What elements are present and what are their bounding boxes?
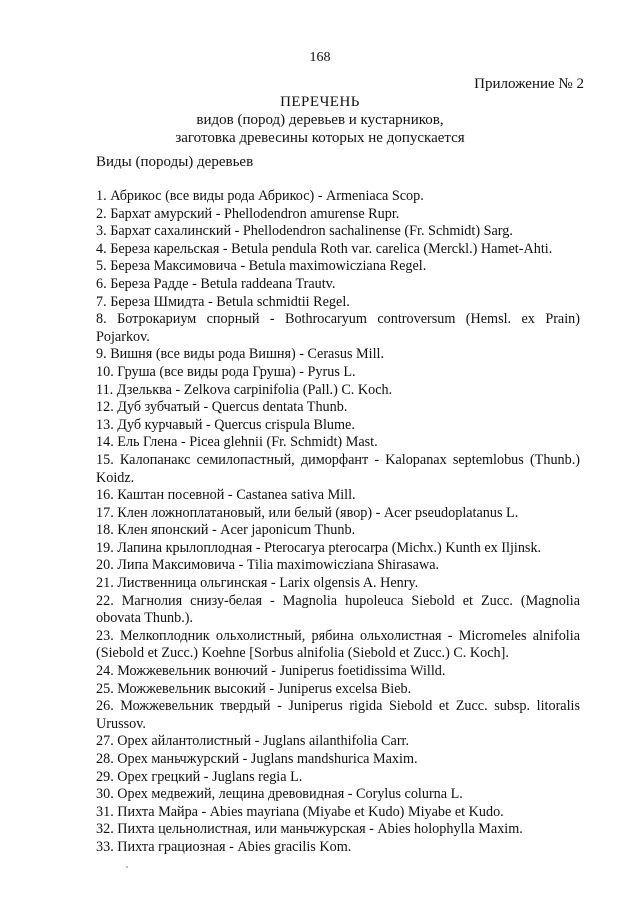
species-item: 30. Орех медвежий, лещина древовидная - Corylus colurna L. — [96, 786, 463, 803]
species-item: 33. Пихта грациозная - Abies gracilis Kom. — [96, 838, 352, 855]
page-number: 168 — [309, 50, 331, 65]
document-subtitle-line-1: видов (пород) деревьев и кустарников, — [196, 112, 444, 128]
species-item: 19. Лапина крылоплодная - Pterocarya pterocarpa (Michx.) Kunth ex Iljinsk. — [96, 539, 542, 556]
species-item: 3. Бархат сахалинский - Phellodendron sachalinense (Fr. Schmidt) Sarg. — [96, 223, 513, 240]
species-item: 27. Орех айлантолистный - Juglans ailanthifolia Carr. — [96, 733, 410, 750]
appendix-label: Приложение № 2 — [474, 76, 584, 92]
species-item: 28. Орех маньчжурский - Juglans mandshurica Maxim. — [96, 751, 418, 767]
species-item: 1. Абрикос (все виды рода Абрикос) - Armeniaca Scop. — [96, 188, 424, 204]
species-item: 20. Липа Максимовича - Tilia maximowicziana Shirasawa. — [96, 557, 440, 574]
species-item: 25. Можжевельник высокий - Juniperus excelsa Bieb. — [96, 680, 412, 697]
document-title: ПЕРЕЧЕНЬ — [280, 94, 360, 110]
species-item: 21. Лиственница ольгинская - Larix olgensis A. Henry. — [96, 575, 419, 592]
species-item: 15. Калопанакс семилопастный, диморфант - Kalopanax septemlobus (Thunb.) Koidz. — [96, 451, 580, 486]
species-item: 26. Можжевельник твердый - Juniperus rigida Siebold et Zucc. subsp. litoralis Urussov. — [96, 698, 580, 732]
species-item: 2. Бархат амурский - Phellodendron amurense Rupr. — [96, 205, 400, 222]
species-item: 17. Клен ложноплатановый, или белый (явор) - Acer pseudoplatanus L. — [96, 504, 519, 521]
species-item: 24. Можжевельник вонючий - Juniperus foetidissima Willd. — [96, 663, 446, 680]
species-item: 7. Береза Шмидта - Betula schmidtii Regel. — [96, 293, 350, 310]
species-item: 5. Береза Максимовича - Betula maximowicziana Regel. — [96, 258, 427, 275]
species-item: 23. Мелкоплодник ольхолистный, рябина ольхолистная - Micromeles alnifolia (Siebold et Zucc.) Koehne [Sorbus alnifolia (Siebold et Zucc.) C. Koch]. — [96, 627, 580, 662]
species-item: 29. Орех грецкий - Juglans regia L. — [96, 768, 303, 785]
scan-speck — [126, 866, 128, 868]
species-item: 11. Дзельква - Zelkova carpinifolia (Pall.) C. Koch. — [96, 381, 393, 398]
species-item: 22. Магнолия снизу-белая - Magnolia hupoleuca Siebold et Zucc. (Magnolia obovata Thunb.). — [96, 592, 580, 627]
species-item: 31. Пихта Майра - Abies mayriana (Miyabe et Kudo) Miyabe et Kudo. — [96, 803, 504, 820]
species-item: 4. Береза карельская - Betula pendula Roth var. carelica (Merckl.) Hamet-Ahti. — [96, 240, 553, 257]
section-heading: Виды (породы) деревьев — [96, 154, 254, 170]
species-item: 10. Груша (все виды рода Груша) - Pyrus L. — [96, 363, 356, 380]
species-item: 13. Дуб курчавый - Quercus crispula Blume. — [96, 416, 355, 433]
species-item: 32. Пихта цельнолистная, или маньчжурская - Abies holophylla Maxim. — [96, 821, 523, 838]
species-item: 18. Клен японский - Acer japonicum Thunb. — [96, 522, 356, 539]
species-item: 9. Вишня (все виды рода Вишня) - Cerasus Mill. — [96, 346, 385, 363]
species-item: 6. Береза Радде - Betula raddeana Trautv. — [96, 275, 336, 292]
species-item: 16. Каштан посевной - Castanea sativa Mill. — [96, 487, 356, 504]
document-subtitle-line-2: заготовка древесины которых не допускается — [175, 130, 465, 146]
species-item: 14. Ель Глена - Picea glehnii (Fr. Schmidt) Mast. — [96, 434, 378, 451]
species-list — [96, 188, 580, 857]
species-item: 8. Ботрокариум спорный - Bothrocaryum controversum (Hemsl. ex Prain) Pojarkov. — [96, 311, 580, 345]
species-item: 12. Дуб зубчатый - Quercus dentata Thunb. — [96, 399, 348, 416]
